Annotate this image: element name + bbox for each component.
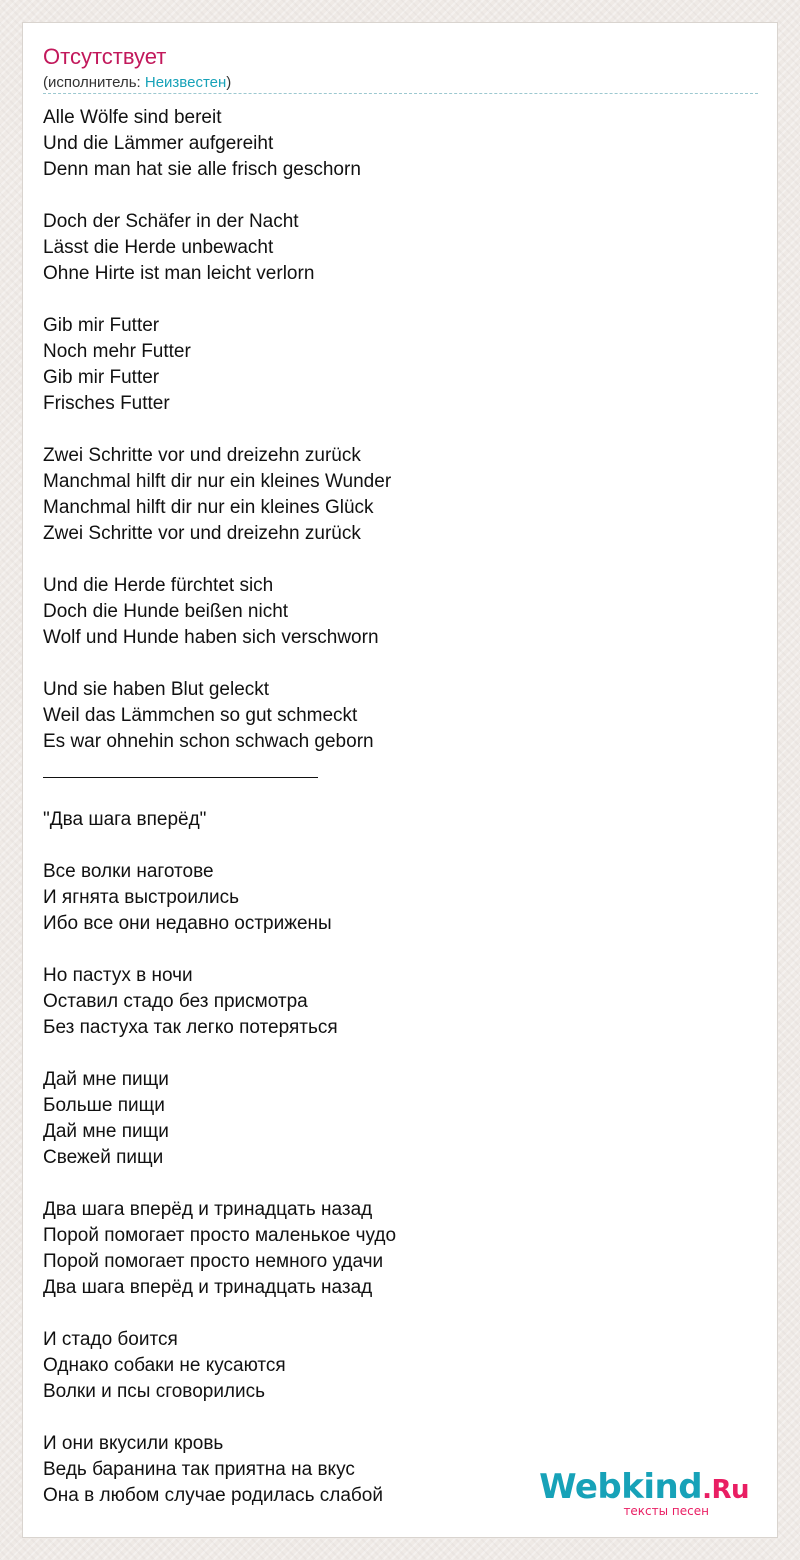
lyric-line: Wolf und Hunde haben sich verschworn — [43, 627, 379, 648]
lyric-line: Manchmal hilft dir nur ein kleines Wunder — [43, 471, 392, 492]
lyric-line: И стадо боится — [43, 1329, 178, 1350]
stanza-gap — [43, 1405, 743, 1431]
stanza-gap — [43, 937, 743, 963]
lyric-line: Alle Wölfe sind bereit — [43, 107, 222, 128]
section-separator — [43, 755, 743, 781]
stanza-gap — [43, 1171, 743, 1197]
separator-rule — [43, 777, 318, 778]
lyric-line: Noch mehr Futter — [43, 341, 191, 362]
stanza-gap — [43, 287, 743, 313]
lyric-line: Doch der Schäfer in der Nacht — [43, 211, 299, 232]
header-divider — [43, 93, 758, 94]
lyric-line: Manchmal hilft dir nur ein kleines Glück — [43, 497, 374, 518]
lyric-line: Und die Lämmer aufgereiht — [43, 133, 274, 154]
lyric-line: "Два шага вперёд" — [43, 809, 207, 830]
stanza-gap — [43, 651, 743, 677]
lyric-line: И ягнята выстроились — [43, 887, 240, 908]
lyric-line: Ведь баранина так приятна на вкус — [43, 1459, 355, 1480]
logo-tagline: тексты песен — [623, 1504, 709, 1518]
lyric-line: Все волки наготове — [43, 861, 214, 882]
lyric-line: Порой помогает просто маленькое чудо — [43, 1225, 397, 1246]
lyric-line: Дай мне пищи — [43, 1121, 169, 1142]
lyric-line: Gib mir Futter — [43, 367, 160, 388]
lyric-line: Es war ohnehin schon schwach geborn — [43, 731, 374, 752]
lyric-line: Und sie haben Blut geleckt — [43, 679, 270, 700]
lyric-line: Und die Herde fürchtet sich — [43, 575, 274, 596]
lyric-line: Lässt die Herde unbewacht — [43, 237, 274, 258]
lyric-line: Два шага вперёд и тринадцать назад — [43, 1277, 373, 1298]
lyric-line: Denn man hat sie alle frisch geschorn — [43, 159, 361, 180]
lyric-line: Порой помогает просто немного удачи — [43, 1251, 384, 1272]
lyric-line: Два шага вперёд и тринадцать назад — [43, 1199, 373, 1220]
artist-suffix: ) — [226, 74, 232, 91]
lyric-line: Оставил стадо без присмотра — [43, 991, 308, 1012]
logo-name: Webkind — [539, 1467, 703, 1507]
lyric-line: Gib mir Futter — [43, 315, 160, 336]
lyric-line: Doch die Hunde beißen nicht — [43, 601, 289, 622]
lyric-line: Zwei Schritte vor und dreizehn zurück — [43, 445, 361, 466]
lyric-line: Weil das Lämmchen so gut schmeckt — [43, 705, 358, 726]
stanza-gap — [43, 833, 743, 859]
lyric-line: Больше пищи — [43, 1095, 165, 1116]
stanza-gap — [43, 1041, 743, 1067]
lyric-line: Свежей пищи — [43, 1147, 164, 1168]
lyrics-body — [43, 105, 743, 1509]
logo-tld: .Ru — [702, 1475, 749, 1505]
lyric-line: Ohne Hirte ist man leicht verlorn — [43, 263, 315, 284]
lyric-line: Zwei Schritte vor und dreizehn zurück — [43, 523, 361, 544]
stanza-gap — [43, 417, 743, 443]
lyric-line: Волки и псы сговорились — [43, 1381, 266, 1402]
lyric-line: И они вкусили кровь — [43, 1433, 224, 1454]
lyric-line: Без пастуха так легко потеряться — [43, 1017, 338, 1038]
lyric-line: Она в любом случае родилась слабой — [43, 1485, 383, 1506]
song-title: Отсутствует — [43, 44, 167, 69]
lyric-line: Но пастух в ночи — [43, 965, 193, 986]
logo-wordmark — [539, 1467, 749, 1507]
lyric-line: Frisches Futter — [43, 393, 170, 414]
lyric-line: Однако собаки не кусаются — [43, 1355, 286, 1376]
site-logo[interactable] — [539, 1467, 749, 1518]
stanza-gap — [43, 1301, 743, 1327]
stanza-gap — [43, 781, 743, 807]
lyric-line: Дай мне пищи — [43, 1069, 169, 1090]
stanza-gap — [43, 547, 743, 573]
lyrics-card — [22, 22, 778, 1538]
artist-line — [43, 73, 231, 93]
stanza-gap — [43, 183, 743, 209]
artist-link[interactable]: Неизвестен — [144, 74, 227, 91]
lyric-line: Ибо все они недавно острижены — [43, 913, 332, 934]
artist-prefix: (исполнитель: — [43, 74, 145, 91]
